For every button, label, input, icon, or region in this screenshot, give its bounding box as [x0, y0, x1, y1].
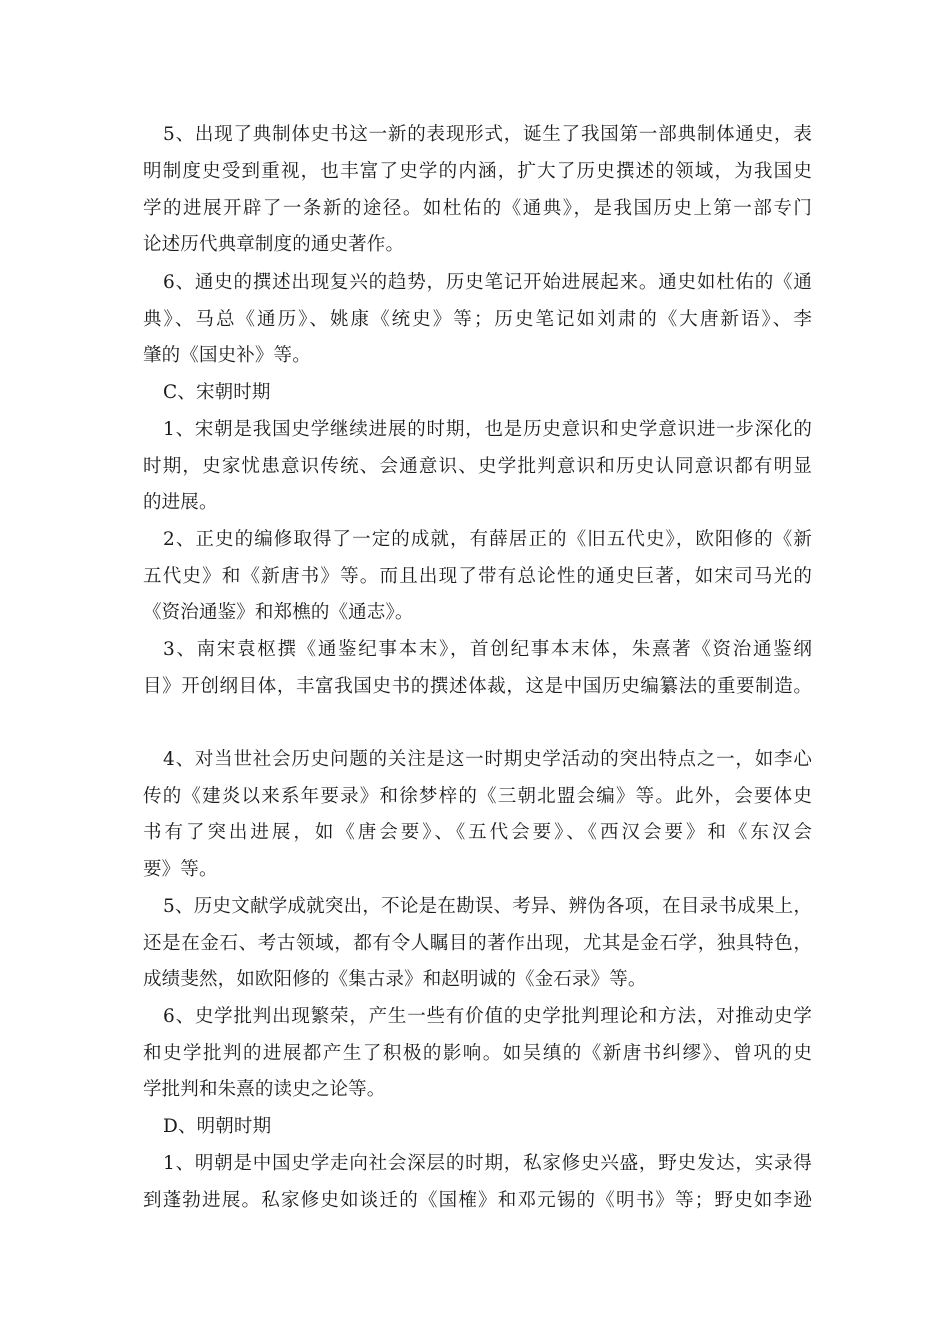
text-line: 3、南宋袁枢撰《通鉴纪事本末》，首创纪事本末体，朱熹著《资治通鉴纲	[163, 639, 812, 660]
text-line: 5、出现了典制体史书这一新的表现形式，诞生了我国第一部典制体通史，表	[163, 124, 812, 145]
text-line: 论述历代典章制度的通史著作。	[143, 234, 405, 255]
text-line: 5、历史文献学成就突出，不论是在勘误、考异、辨伪各项，在目录书成果上，	[163, 896, 812, 917]
text-line: 6、史学批判出现繁荣，产生一些有价值的史学批判理论和方法，对推动史学	[163, 1006, 812, 1027]
text-line: D、明朝时期	[163, 1116, 272, 1137]
text-line: 学批判和朱熹的读史之论等。	[143, 1079, 386, 1100]
text-line: 还是在金石、考古领域，都有令人瞩目的著作出现，尤其是金石学，独具特色，	[143, 933, 812, 954]
text-line: 4、对当世社会历史问题的关注是这一时期史学活动的突出特点之一，如李心	[163, 749, 812, 770]
text-line: 的进展。	[143, 492, 218, 513]
text-line: 成绩斐然，如欧阳修的《集古录》和赵明诚的《金石录》等。	[143, 969, 647, 990]
text-line: 2、正史的编修取得了一定的成就，有薛居正的《旧五代史》，欧阳修的《新	[163, 529, 812, 550]
text-line: C、宋朝时期	[163, 382, 271, 403]
text-line: 肇的《国史补》等。	[143, 345, 311, 366]
text-line: 书有了突出进展，如《唐会要》、《五代会要》、《西汉会要》和《东汉会	[143, 822, 812, 843]
text-line: 时期，史家忧患意识传统、会通意识、史学批判意识和历史认同意识都有明显	[143, 456, 812, 477]
text-line: 和史学批判的进展都产生了积极的影响。如吴缜的《新唐书纠缪》、曾巩的史	[143, 1043, 812, 1064]
text-line: 目》开创纲目体，丰富我国史书的撰述体裁，这是中国历史编纂法的重要制造。	[143, 676, 812, 697]
text-line: 要》等。	[143, 859, 218, 880]
text-line: 6、通史的撰述出现复兴的趋势，历史笔记开始进展起来。通史如杜佑的《通	[163, 272, 812, 293]
text-line: 典》、马总《通历》、姚康《统史》等；历史笔记如刘肃的《大唐新语》、李	[143, 309, 812, 330]
text-line: 《资治通鉴》和郑樵的《通志》。	[143, 602, 414, 623]
text-line: 传的《建炎以来系年要录》和徐梦梓的《三朝北盟会编》等。此外，会要体史	[143, 786, 812, 807]
text-line: 明制度史受到重视，也丰富了史学的内涵，扩大了历史撰述的领域，为我国史	[143, 161, 812, 182]
text-line: 五代史》和《新唐书》等。而且出现了带有总论性的通史巨著，如宋司马光的	[143, 566, 812, 587]
text-line: 学的进展开辟了一条新的途径。如杜佑的《通典》，是我国历史上第一部专门	[143, 198, 812, 219]
text-line: 1、宋朝是我国史学继续进展的时期，也是历史意识和史学意识进一步深化的	[163, 419, 812, 440]
text-line: 到蓬勃进展。私家修史如谈迁的《国榷》和邓元锡的《明书》等；野史如李逊	[143, 1190, 812, 1211]
text-line: 1、明朝是中国史学走向社会深层的时期，私家修史兴盛，野史发达，实录得	[163, 1153, 812, 1174]
